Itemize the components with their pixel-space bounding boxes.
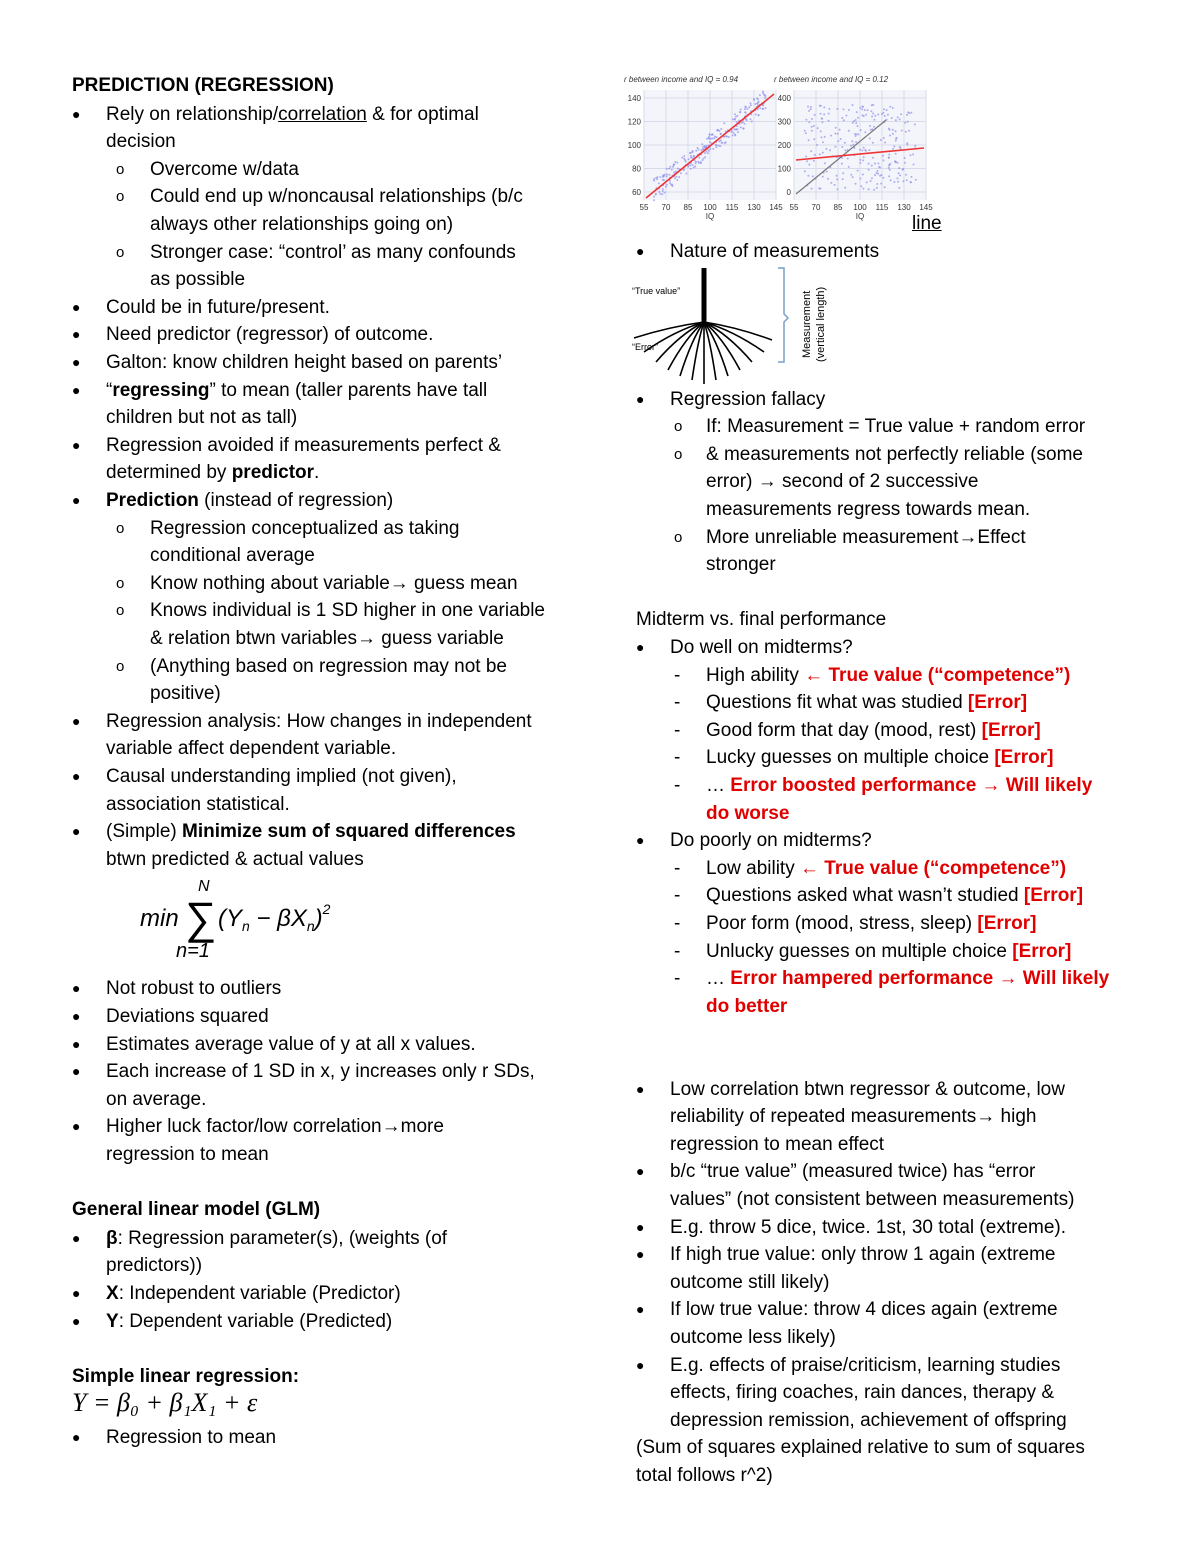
dash-marker: - bbox=[674, 664, 681, 686]
bullet-text bbox=[106, 294, 330, 321]
x-tick-label: 100 bbox=[703, 203, 717, 212]
bullet-marker: ● bbox=[72, 1429, 81, 1446]
emphasis-text: do worse bbox=[706, 802, 790, 824]
text: Galton: know children height based on parents’ bbox=[106, 352, 503, 373]
dash-item-text bbox=[706, 910, 1037, 937]
x-tick-label: 85 bbox=[833, 203, 843, 212]
bold-text: Minimize sum of squared differences bbox=[182, 821, 516, 843]
dash-marker: - bbox=[674, 775, 681, 796]
bullet-marker: ● bbox=[72, 1035, 81, 1052]
bullet-text bbox=[670, 1296, 1058, 1323]
bold-text: predictor bbox=[231, 462, 315, 484]
bullet-text bbox=[106, 101, 479, 128]
measurement-label: Measurement bbox=[801, 290, 813, 358]
dash-item-text bbox=[706, 800, 789, 827]
bullet-marker: ● bbox=[72, 381, 81, 398]
bullet-marker: ● bbox=[72, 980, 81, 997]
bullet-marker: ● bbox=[72, 354, 81, 370]
x-tick-label: 70 bbox=[811, 203, 821, 212]
text: Know nothing about variable→ guess mean bbox=[150, 572, 518, 594]
sub-bullet-text bbox=[150, 239, 516, 266]
text: (Anything based on regression may not be bbox=[150, 655, 507, 677]
x-tick-label: 115 bbox=[875, 203, 889, 212]
bullet-text bbox=[670, 1324, 836, 1351]
dash-marker: - bbox=[674, 747, 681, 769]
regression-fallacy: Regression fallacy bbox=[670, 388, 826, 410]
dash-marker: - bbox=[674, 940, 681, 962]
dash-marker: - bbox=[674, 719, 681, 741]
text: More unreliable measurement→Effect bbox=[706, 526, 1026, 548]
bullet-text bbox=[670, 1076, 1065, 1103]
dash-item-text bbox=[706, 855, 1066, 882]
text: Regression to mean bbox=[106, 1427, 277, 1449]
text: positive) bbox=[150, 683, 221, 705]
bullet-text bbox=[106, 1003, 269, 1030]
x-tick-label: 130 bbox=[747, 203, 761, 212]
vertical-length-label: (vertical length) bbox=[815, 286, 827, 362]
bullet-marker: ● bbox=[72, 492, 81, 508]
bullet-text bbox=[106, 377, 487, 404]
line-word: line bbox=[912, 213, 942, 234]
bullet-text bbox=[106, 708, 532, 735]
y-tick-label: 400 bbox=[777, 94, 791, 103]
bullet-marker: ● bbox=[72, 298, 81, 315]
text: : Regression parameter(s), (weights (of bbox=[117, 1227, 448, 1249]
bullet-text bbox=[106, 1424, 276, 1451]
text: b/c “true value” (measured twice) has “error bbox=[670, 1161, 1036, 1183]
text: Overcome w/data bbox=[150, 158, 299, 180]
plot-title: r between income and IQ = 0.94 bbox=[624, 75, 739, 84]
bullet-text bbox=[106, 763, 457, 790]
bullet-marker: ● bbox=[72, 1285, 81, 1301]
bullet-text bbox=[106, 818, 516, 845]
emphasis-text: ← True value (“competence”) bbox=[804, 664, 1071, 686]
bullet-text bbox=[106, 735, 396, 762]
text: … bbox=[706, 968, 731, 990]
bullet-marker: ● bbox=[72, 1008, 81, 1024]
text: Unlucky guesses on multiple choice bbox=[706, 940, 1013, 962]
text: ” to mean (taller parents have tall bbox=[209, 379, 488, 401]
y-tick-label: 120 bbox=[627, 117, 641, 127]
bullet-text bbox=[106, 791, 290, 818]
y-tick-label: 100 bbox=[777, 164, 791, 174]
text: : Independent variable (Predictor) bbox=[118, 1283, 401, 1304]
bullet-text bbox=[670, 1407, 1067, 1434]
bullet-marker: ● bbox=[72, 105, 81, 122]
dash-item-text bbox=[706, 662, 1070, 689]
svg-text:n=1: n=1 bbox=[176, 940, 210, 963]
bullet-marker: ● bbox=[636, 243, 645, 259]
text: children but not as tall) bbox=[106, 407, 298, 429]
bullet-marker: ● bbox=[636, 1356, 645, 1373]
x-tick-label: 55 bbox=[639, 203, 649, 212]
bullet-marker: ● bbox=[636, 1301, 645, 1318]
sub-bullet-text bbox=[706, 551, 776, 578]
text: always other relationships going on) bbox=[150, 214, 454, 235]
svg-text:min: min bbox=[140, 905, 179, 933]
text: E.g. throw 5 dice, twice. 1st, 30 total (extreme). bbox=[670, 1216, 1066, 1238]
text: Higher luck factor/low correlation→more bbox=[106, 1116, 444, 1138]
text: Could end up w/noncausal relationships (b/c bbox=[150, 186, 523, 208]
bullet-marker: ● bbox=[72, 823, 81, 840]
bullet-text bbox=[106, 1252, 202, 1279]
dash-marker: - bbox=[674, 692, 681, 714]
text: Each increase of 1 SD in x, y increases only r SDs, bbox=[106, 1061, 535, 1083]
error-label: “Error” bbox=[632, 341, 658, 352]
text: If: Measurement = True value + random error bbox=[706, 416, 1086, 438]
text: E.g. effects of praise/criticism, learning studies bbox=[670, 1354, 1061, 1376]
y-tick-label: 80 bbox=[632, 164, 641, 174]
bullet-marker: ● bbox=[636, 1218, 645, 1235]
sub-bullet-marker: o bbox=[674, 445, 683, 463]
sub-bullet-text bbox=[706, 524, 1026, 551]
sub-bullet-text bbox=[150, 680, 221, 707]
text: & relation btwn variables→ guess variable bbox=[150, 628, 504, 649]
bullet-marker: ● bbox=[72, 326, 81, 343]
text: (instead of regression) bbox=[198, 490, 394, 511]
text: effects, firing coaches, rain dances, therapy & bbox=[670, 1382, 1055, 1404]
sum-of-squares-formula bbox=[140, 878, 340, 967]
bold-text: X bbox=[106, 1283, 119, 1304]
bullet-marker: ● bbox=[72, 1312, 81, 1329]
emphasis-text: [Error] bbox=[1012, 940, 1072, 962]
y-tick-label: 140 bbox=[627, 94, 641, 103]
text: regression to mean effect bbox=[670, 1133, 885, 1155]
text: . bbox=[314, 462, 320, 484]
sub-bullet-marker: o bbox=[116, 602, 125, 620]
sub-bullet-text bbox=[150, 570, 518, 597]
x-tick-label: 55 bbox=[789, 203, 799, 212]
text: outcome still likely) bbox=[670, 1271, 830, 1293]
dash-item-text bbox=[706, 938, 1071, 965]
dash-marker: - bbox=[674, 913, 681, 934]
do-poorly-question: Do poorly on midterms? bbox=[670, 830, 872, 852]
emphasis-text: Error boosted performance → Will likely bbox=[730, 775, 1093, 796]
text: Lucky guesses on multiple choice bbox=[706, 747, 995, 769]
sub-bullet-text bbox=[706, 441, 1083, 468]
dash-item-text bbox=[706, 717, 1041, 744]
y-tick-label: 60 bbox=[632, 188, 641, 197]
dash-marker: - bbox=[674, 885, 681, 907]
bullet-text bbox=[670, 1186, 1074, 1213]
do-well-question: Do well on midterms? bbox=[670, 637, 853, 658]
true-value-error-diagram bbox=[632, 266, 842, 376]
bullet-text bbox=[106, 1141, 269, 1168]
dash-item-text bbox=[706, 689, 1027, 716]
sub-bullet-text bbox=[706, 413, 1085, 440]
bullet-text bbox=[670, 1103, 1036, 1130]
sub-bullet-text bbox=[150, 625, 504, 652]
text: btwn predicted & actual values bbox=[106, 848, 364, 870]
text: : Dependent variable (Predicted) bbox=[118, 1310, 393, 1332]
bullet-text bbox=[670, 1131, 884, 1158]
sub-bullet-text bbox=[706, 496, 1030, 523]
y-tick-label: 0 bbox=[786, 188, 791, 197]
bullet-text bbox=[106, 846, 364, 873]
text: Stronger case: “control’ as many confounds bbox=[150, 241, 516, 263]
x-tick-label: 100 bbox=[853, 203, 867, 212]
bullet-text bbox=[670, 1379, 1054, 1406]
text: Knows individual is 1 SD higher in one variable bbox=[150, 600, 546, 622]
text: association statistical. bbox=[106, 793, 290, 815]
text: & measurements not perfectly reliable (some bbox=[706, 443, 1083, 465]
y-tick-label: 300 bbox=[777, 117, 791, 127]
nature-of-measurements: Nature of measurements bbox=[670, 241, 880, 262]
x-tick-label: 130 bbox=[897, 203, 911, 212]
text: error) → second of 2 successive bbox=[706, 471, 979, 493]
text: stronger bbox=[706, 554, 776, 576]
bullet-text bbox=[106, 1280, 401, 1307]
emphasis-text: Error hampered performance → Will likely bbox=[730, 968, 1110, 990]
text: depression remission, achievement of offspring bbox=[670, 1409, 1067, 1431]
dash-item-text bbox=[706, 993, 787, 1020]
sub-bullet-marker: o bbox=[116, 657, 125, 675]
text: High ability bbox=[706, 664, 805, 686]
sub-bullet-marker: o bbox=[116, 188, 125, 206]
text: variable affect dependent variable. bbox=[106, 738, 397, 760]
sub-bullet-text bbox=[150, 156, 299, 183]
sub-bullet-text bbox=[150, 183, 523, 210]
underlined-text: correlation bbox=[278, 103, 367, 125]
bullet-text bbox=[670, 1241, 1055, 1268]
sub-bullet-marker: o bbox=[116, 574, 125, 592]
text: Deviations squared bbox=[106, 1006, 269, 1027]
x-tick-label: 145 bbox=[919, 203, 933, 212]
bullet-marker: ● bbox=[636, 1080, 645, 1097]
text: If low true value: throw 4 dices again (extreme bbox=[670, 1299, 1058, 1321]
text: Estimates average value of y at all x values. bbox=[106, 1033, 476, 1055]
bullet-text bbox=[106, 1058, 535, 1085]
svg-text:N: N bbox=[198, 878, 210, 896]
sub-bullet-marker: o bbox=[674, 418, 683, 436]
text: Questions fit what was studied bbox=[706, 692, 968, 714]
text: on average. bbox=[106, 1088, 207, 1110]
text: conditional average bbox=[150, 545, 315, 567]
text: … bbox=[706, 775, 731, 796]
text: & for optimal bbox=[366, 103, 479, 125]
dash-item-text bbox=[706, 965, 1109, 992]
dash-item-text bbox=[706, 744, 1053, 771]
bullet-marker: ● bbox=[636, 390, 645, 407]
bullet-text bbox=[670, 1269, 829, 1296]
emphasis-text: [Error] bbox=[1023, 885, 1084, 907]
x-tick-label: 70 bbox=[661, 203, 671, 212]
bullet-text bbox=[106, 128, 176, 155]
text: Regression conceptualized as taking bbox=[150, 517, 460, 539]
sub-bullet-text bbox=[150, 211, 453, 238]
bullet-marker: ● bbox=[72, 1229, 81, 1246]
bullet-text bbox=[106, 1225, 447, 1252]
text: determined by bbox=[106, 462, 232, 484]
x-axis-label: IQ bbox=[855, 212, 865, 221]
text: outcome less likely) bbox=[670, 1327, 836, 1348]
text: Rely on relationship/ bbox=[106, 103, 279, 125]
sub-bullet-marker: o bbox=[674, 528, 683, 546]
bold-text: β bbox=[106, 1227, 118, 1249]
bold-text: regressing bbox=[112, 379, 210, 401]
bold-text: Prediction bbox=[106, 490, 199, 511]
text: reliability of repeated measurements→ high bbox=[670, 1106, 1037, 1128]
section-title-simple-linear-regression: Simple linear regression: bbox=[72, 1365, 300, 1387]
text: Need predictor (regressor) of outcome. bbox=[106, 324, 434, 346]
true-value-label: “True value” bbox=[632, 285, 681, 296]
svg-text:∑: ∑ bbox=[184, 894, 216, 944]
text: decision bbox=[106, 131, 176, 153]
text: predictors)) bbox=[106, 1255, 203, 1277]
bullet-marker: ● bbox=[636, 639, 645, 655]
bullet-text bbox=[106, 1031, 476, 1058]
dash-marker: - bbox=[674, 857, 681, 879]
x-tick-label: 85 bbox=[683, 203, 693, 212]
bullet-text bbox=[106, 432, 501, 459]
text: Low ability bbox=[706, 857, 800, 879]
bullet-marker: ● bbox=[636, 832, 645, 849]
emphasis-text: ← True value (“competence”) bbox=[800, 857, 1067, 879]
emphasis-text: [Error] bbox=[967, 692, 1028, 714]
dash-item-text bbox=[706, 772, 1092, 799]
bullet-text bbox=[106, 487, 393, 514]
bullet-marker: ● bbox=[72, 436, 81, 453]
emphasis-text: do better bbox=[706, 995, 788, 1017]
plot-title: r between income and IQ = 0.12 bbox=[774, 75, 889, 84]
dash-item-text bbox=[706, 882, 1083, 909]
bullet-text bbox=[670, 1352, 1060, 1379]
linear-regression-formula: Y = β₀ + β₁X₁ + ε bbox=[72, 1388, 258, 1418]
sub-bullet-text bbox=[150, 653, 507, 680]
bullet-marker: ● bbox=[636, 1246, 645, 1263]
text: (Simple) bbox=[106, 821, 183, 843]
sub-bullet-text bbox=[150, 515, 459, 542]
x-axis-label: IQ bbox=[705, 212, 715, 221]
x-tick-label: 115 bbox=[725, 203, 739, 212]
bullet-text bbox=[106, 1113, 444, 1140]
bullet-text bbox=[670, 1214, 1066, 1241]
bullet-marker: ● bbox=[72, 1118, 81, 1135]
closing-note: (Sum of squares explained relative to sum of squares bbox=[636, 1437, 1085, 1459]
sub-bullet-marker: o bbox=[116, 519, 125, 537]
sub-bullet-text bbox=[150, 542, 315, 569]
text: Good form that day (mood, rest) bbox=[706, 719, 982, 741]
sub-bullet-marker: o bbox=[116, 160, 125, 178]
text: Causal understanding implied (not given), bbox=[106, 766, 457, 787]
bullet-text bbox=[106, 1308, 392, 1335]
text: Regression avoided if measurements perfect & bbox=[106, 434, 501, 456]
y-tick-label: 100 bbox=[627, 141, 641, 150]
bullet-text bbox=[106, 349, 502, 376]
text: Not robust to outliers bbox=[106, 978, 282, 1000]
dash-marker: - bbox=[674, 968, 681, 990]
bullet-text bbox=[670, 1158, 1035, 1185]
text: Questions asked what wasn’t studied bbox=[706, 885, 1024, 907]
emphasis-text: [Error] bbox=[977, 913, 1037, 934]
bullet-marker: ● bbox=[72, 768, 81, 784]
bullet-marker: ● bbox=[636, 1163, 645, 1180]
bullet-text bbox=[106, 404, 297, 431]
text: If high true value: only throw 1 again (extreme bbox=[670, 1244, 1056, 1266]
bullet-text bbox=[106, 975, 281, 1002]
bullet-marker: ● bbox=[72, 1063, 81, 1080]
text: “ bbox=[106, 379, 113, 401]
x-tick-label: 145 bbox=[769, 203, 783, 212]
bullet-text bbox=[106, 459, 319, 486]
bullet-text bbox=[106, 321, 433, 348]
bullet-marker: ● bbox=[72, 712, 81, 729]
text: regression to mean bbox=[106, 1144, 269, 1165]
bold-text: Y bbox=[106, 1310, 119, 1332]
emphasis-text: [Error] bbox=[981, 719, 1041, 741]
income-iq-scatter-plots bbox=[620, 72, 933, 222]
text: Regression analysis: How changes in independent bbox=[106, 710, 532, 732]
section-title-midterm: Midterm vs. final performance bbox=[636, 609, 887, 631]
y-tick-label: 200 bbox=[777, 141, 791, 150]
svg-text:(Yn − βXn)2: $(Y_n - \beta X_n)^2$ bbox=[218, 901, 331, 935]
sub-bullet-text bbox=[706, 468, 978, 495]
text: values” (not consistent between measurements) bbox=[670, 1189, 1075, 1210]
section-title-glm: General linear model (GLM) bbox=[72, 1199, 321, 1221]
sub-bullet-text bbox=[150, 597, 545, 624]
text: Low correlation btwn regressor & outcome, low bbox=[670, 1078, 1065, 1100]
text: Poor form (mood, stress, sleep) bbox=[706, 913, 978, 934]
sub-bullet-marker: o bbox=[116, 243, 125, 261]
bullet-text bbox=[106, 1086, 206, 1113]
closing-note: total follows r^2) bbox=[636, 1465, 773, 1486]
section-title-prediction: PREDICTION (REGRESSION) bbox=[72, 75, 334, 96]
sub-bullet-text bbox=[150, 266, 245, 293]
text: as possible bbox=[150, 269, 246, 291]
emphasis-text: [Error] bbox=[994, 747, 1054, 769]
text: measurements regress towards mean. bbox=[706, 499, 1031, 520]
text: Could be in future/present. bbox=[106, 296, 330, 318]
